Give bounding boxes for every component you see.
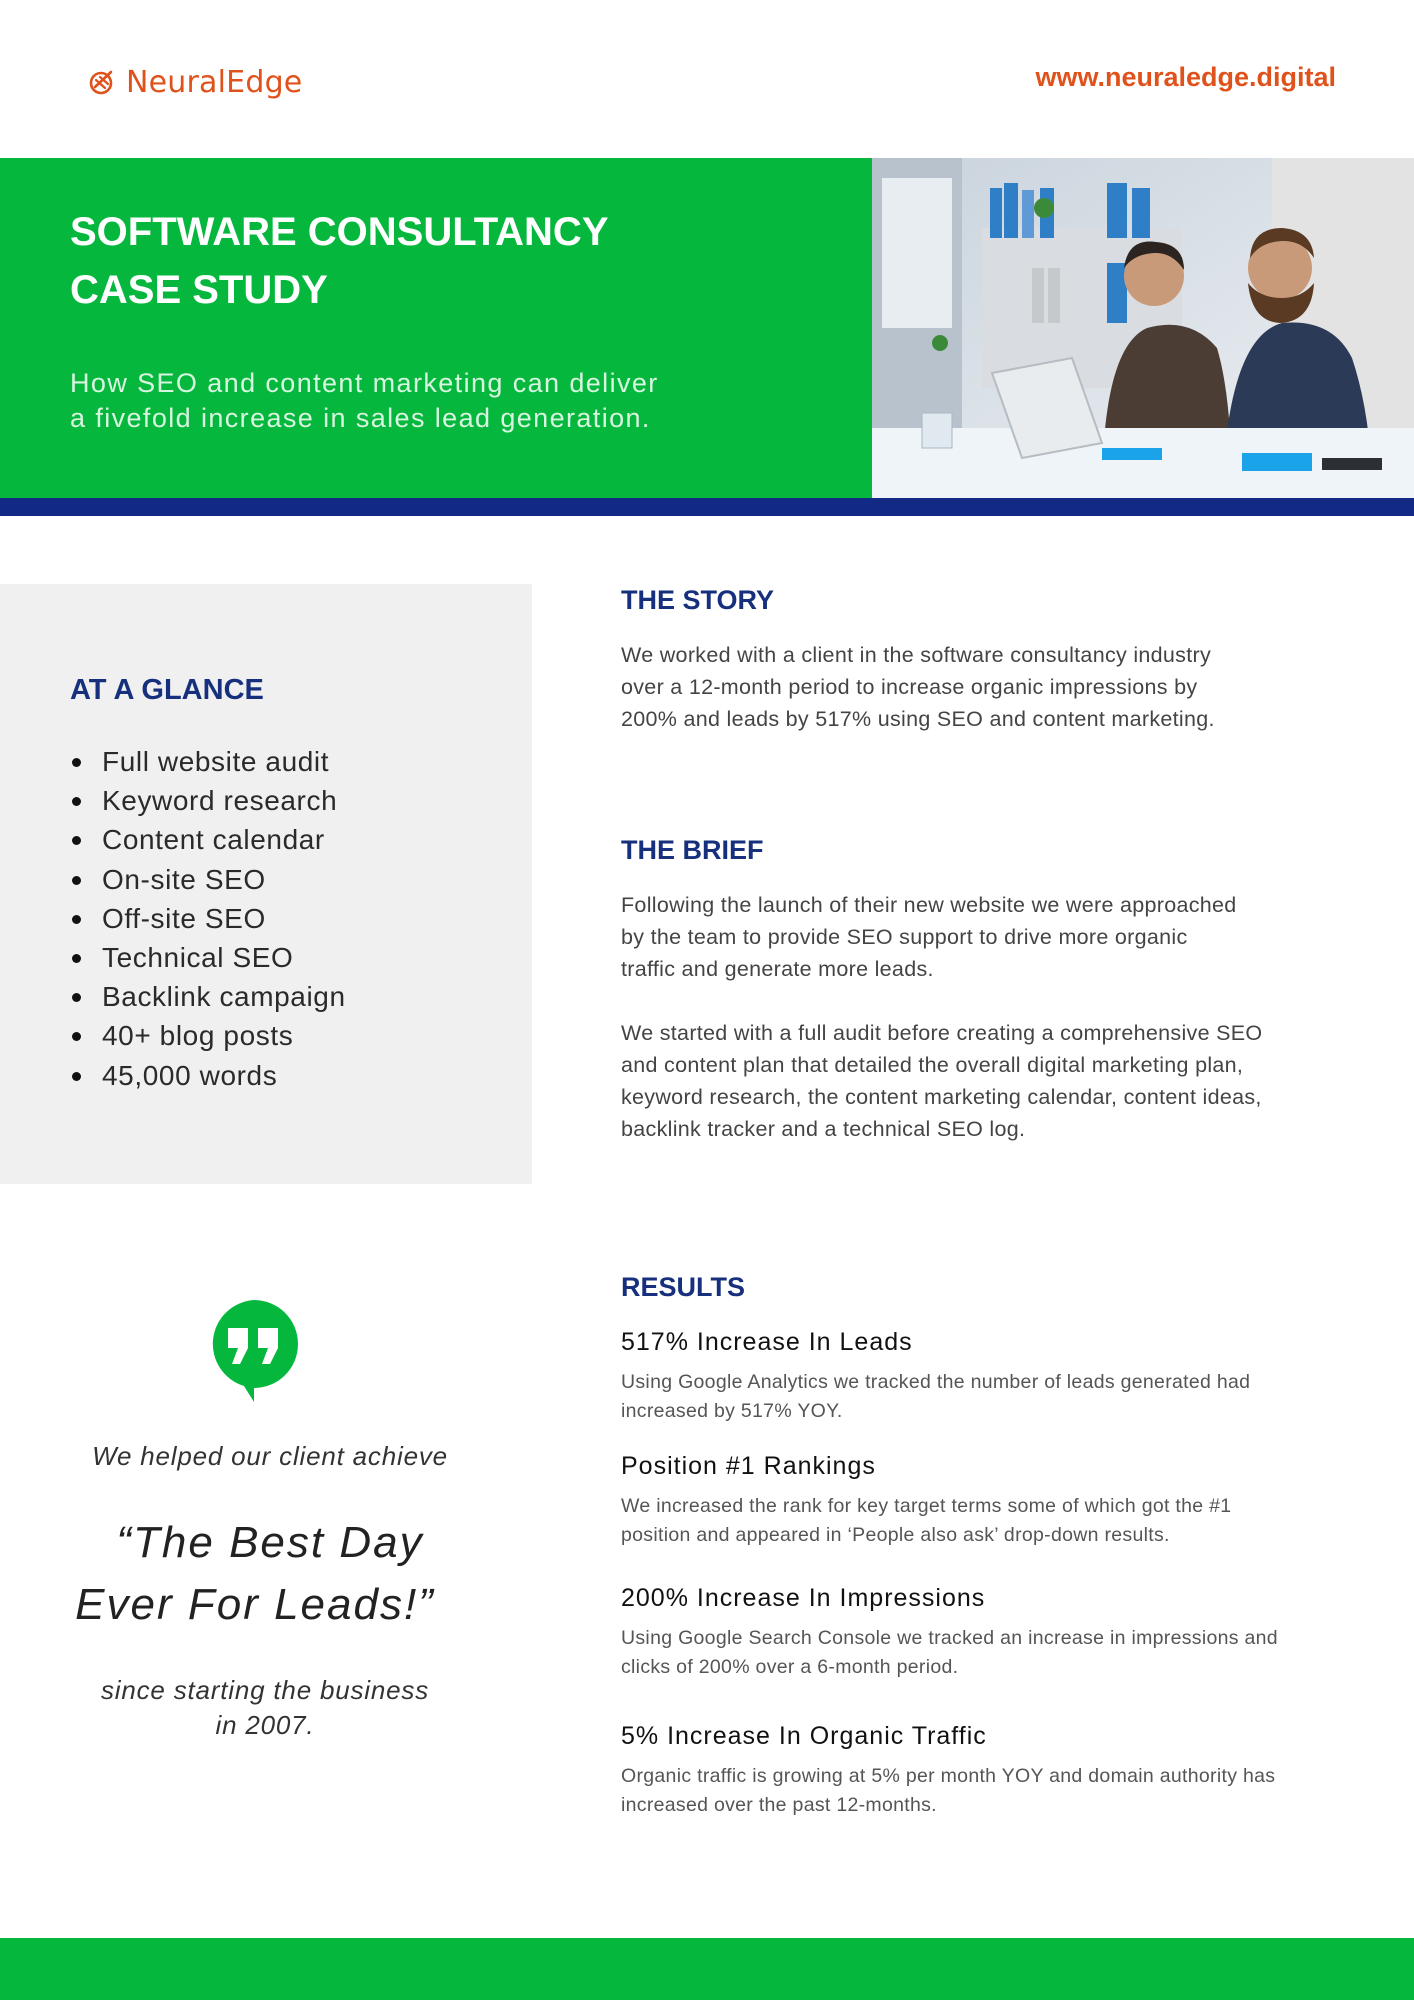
quote-headline-line-1: “The Best Day [116, 1518, 424, 1567]
glance-item: Content calendar [70, 820, 346, 859]
brief-heading: THE BRIEF [621, 835, 764, 865]
glance-item: Full website audit [70, 742, 346, 781]
brand-name: NeuralEdge [126, 64, 303, 100]
result-title: Position #1 Rankings [621, 1452, 876, 1480]
hero-subtitle-line-1: How SEO and content marketing can deliver [70, 368, 659, 398]
hero-title-line-1: SOFTWARE CONSULTANCY [70, 210, 609, 254]
results-heading: RESULTS [621, 1272, 746, 1302]
footer-bar [0, 1938, 1414, 2000]
brief-paragraph-1: Following the launch of their new website we were approached by the team to provide SEO support to drive more organic traffic and generate more leads. [621, 893, 1237, 981]
brand-logo [86, 62, 302, 102]
hero-accent-bar [0, 498, 1414, 516]
story-text: We worked with a client in the software consultancy industry over a 12-month period to increase organic impressions by 200% and leads by 517% using SEO and content marketing. [621, 643, 1215, 731]
glance-list [70, 742, 346, 1095]
glance-item: Keyword research [70, 781, 346, 820]
result-title: 200% Increase In Impressions [621, 1584, 986, 1612]
hero-subtitle-line-2: a fivefold increase in sales lead generation. [70, 403, 651, 433]
result-text: We increased the rank for key target terms some of which got the #1 position and appeared in ‘People also ask’ drop-down results. [621, 1495, 1232, 1546]
story-heading: THE STORY [621, 585, 775, 615]
quote-bubble-icon [210, 1300, 298, 1402]
quote-outro-line-1: since starting the business [101, 1675, 429, 1705]
glance-item: 40+ blog posts [70, 1016, 346, 1055]
glance-item: On-site SEO [70, 860, 346, 899]
office-meeting-photo [872, 158, 1414, 498]
result-title: 517% Increase In Leads [621, 1328, 913, 1356]
result-text: Using Google Analytics we tracked the number of leads generated had increased by 517% YOY. [621, 1371, 1251, 1422]
quote-headline-line-2: Ever For Leads!” [75, 1580, 435, 1629]
hero-panel [0, 158, 872, 498]
hero-title-line-2: CASE STUDY [70, 268, 328, 312]
neuraledge-logo-icon [86, 66, 118, 98]
brief-paragraph-2: We started with a full audit before creating a comprehensive SEO and content plan that detailed the overall digital marketing plan, keyword research, the content marketing calendar, content ideas, backlink tracker and a technical SEO log. [621, 1021, 1263, 1141]
result-title: 5% Increase In Organic Traffic [621, 1722, 987, 1750]
glance-item: Backlink campaign [70, 977, 346, 1016]
website-url[interactable]: www.neuraledge.digital [1035, 62, 1336, 92]
glance-item: Technical SEO [70, 938, 346, 977]
quote-intro: We helped our client achieve [92, 1441, 448, 1471]
glance-heading: AT A GLANCE [70, 674, 264, 706]
result-text: Organic traffic is growing at 5% per month YOY and domain authority has increased over the past 12-months. [621, 1765, 1276, 1816]
result-text: Using Google Search Console we tracked an increase in impressions and clicks of 200% over a 6-month period. [621, 1627, 1278, 1678]
glance-item: Off-site SEO [70, 899, 346, 938]
quote-outro-line-2: in 2007. [215, 1710, 315, 1740]
glance-item: 45,000 words [70, 1056, 346, 1095]
